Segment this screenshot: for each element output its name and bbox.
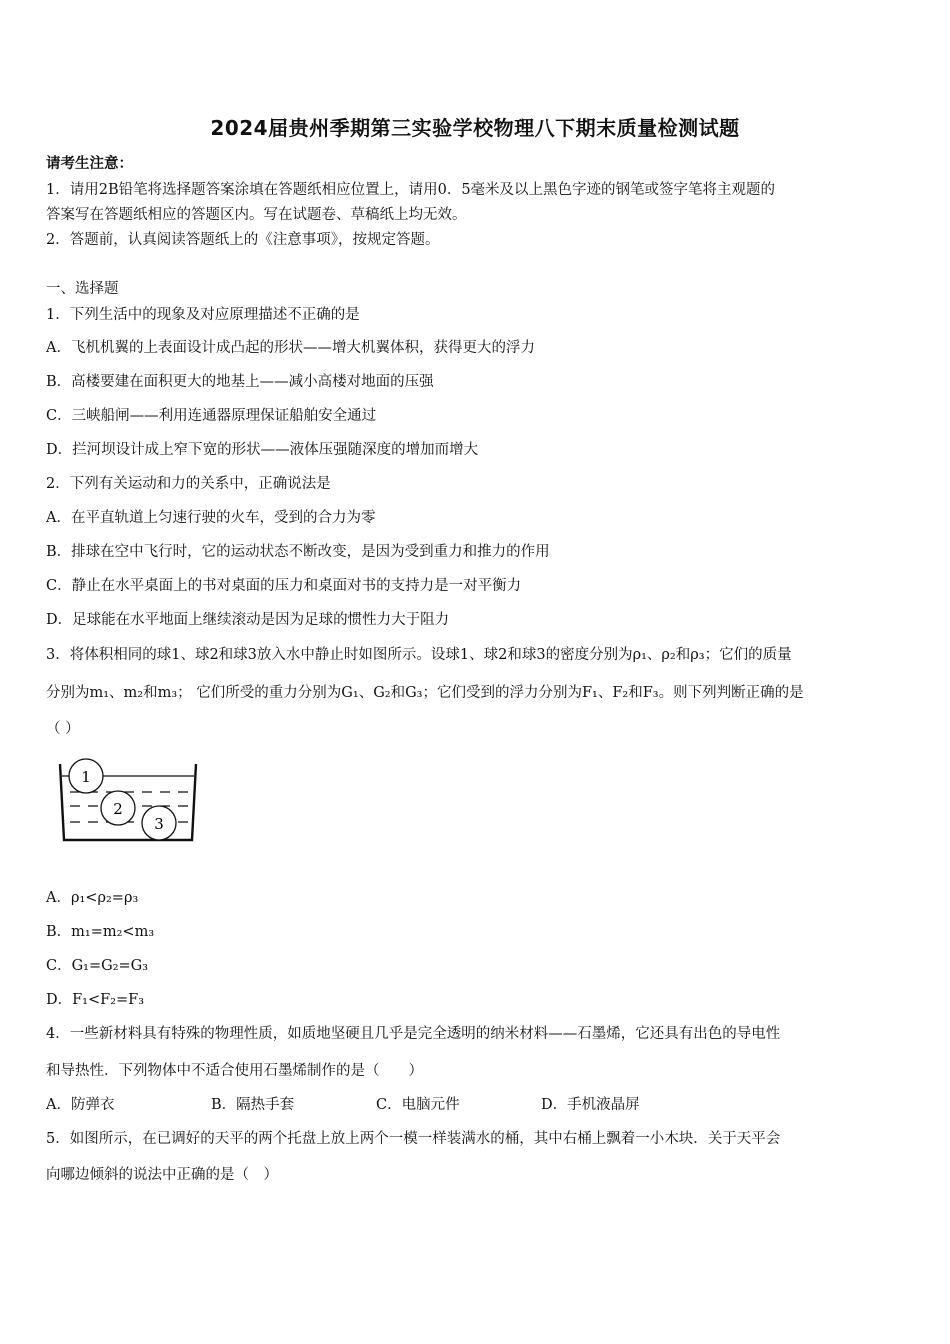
q1-stem: 1．下列生活中的现象及对应原理描述不正确的是 xyxy=(46,307,360,323)
q5-stem-line2: 向哪边倾斜的说法中正确的是（ ） xyxy=(46,1167,278,1183)
q3-option-a: A．ρ₁<ρ₂=ρ₃ xyxy=(46,890,139,906)
beaker-figure xyxy=(52,754,202,850)
ball-label: 1 xyxy=(81,768,91,786)
q4-option-b: B．隔热手套 xyxy=(211,1097,295,1113)
q4-stem-line2: 和导热性．下列物体中不适合使用石墨烯制作的是（ ） xyxy=(46,1063,423,1079)
page-title: 2024届贵州季期第三实验学校物理八下期末质量检测试题 xyxy=(210,116,740,140)
q4-option-c: C．电脑元件 xyxy=(376,1097,460,1113)
q3-option-d: D．F₁<F₂=F₃ xyxy=(46,992,145,1008)
q1-option-a: A．飞机机翼的上表面设计成凸起的形状——增大机翼体积，获得更大的浮力 xyxy=(46,340,535,356)
q3-stem-line1: 3．将体积相同的球1、球2和球3放入水中静止时如图所示。设球1、球2和球3的密度分别为ρ₁、ρ₂和ρ₃；它们的质量 xyxy=(46,647,792,663)
ball-label: 3 xyxy=(154,815,164,833)
q2-option-a: A．在平直轨道上匀速行驶的火车，受到的合力为零 xyxy=(46,510,376,526)
q2-option-c: C．静止在水平桌面上的书对桌面的压力和桌面对书的支持力是一对平衡力 xyxy=(46,578,522,594)
notice-heading: 请考生注意： xyxy=(46,155,133,172)
q2-option-b: B．排球在空中飞行时，它的运动状态不断改变，是因为受到重力和推力的作用 xyxy=(46,544,550,560)
q2-stem: 2．下列有关运动和力的关系中，正确说法是 xyxy=(46,476,331,492)
q5-stem-line1: 5．如图所示，在已调好的天平的两个托盘上放上两个一模一样装满水的桶，其中右桶上飘着一小木块．关于天平会 xyxy=(46,1131,781,1147)
q1-option-b: B．高楼要建在面积更大的地基上——减小高楼对地面的压强 xyxy=(46,374,434,390)
notice-item-1a: 1．请用2B铅笔将选择题答案涂填在答题纸相应位置上，请用0．5毫米及以上黑色字迹的钢笔或签字笔将主观题的 xyxy=(46,182,776,198)
q3-option-c: C．G₁=G₂=G₃ xyxy=(46,958,149,974)
q1-option-d: D．拦河坝设计成上窄下宽的形状——液体压强随深度的增加而增大 xyxy=(46,442,479,458)
q4-option-d: D．手机液晶屏 xyxy=(541,1097,640,1113)
q4-stem-line1: 4．一些新材料具有特殊的物理性质，如质地坚硬且几乎是完全透明的纳米材料——石墨烯，它还具有出色的导电性 xyxy=(46,1026,781,1042)
q4-option-a: A．防弹衣 xyxy=(46,1097,115,1113)
q4-options xyxy=(46,1093,706,1114)
q3-stem-line2: 分别为m₁、m₂和m₃； 它们所受的重力分别为G₁、G₂和G₃；它们受到的浮力分别为F₁、F₂和F₃。则下列判断正确的是 xyxy=(46,685,804,701)
notice-item-2: 2．答题前，认真阅读答题纸上的《注意事项》，按规定答题。 xyxy=(46,232,440,248)
ball-label: 2 xyxy=(113,800,123,818)
notice-item-1b: 答案写在答题纸相应的答题区内。写在试题卷、草稿纸上均无效。 xyxy=(46,207,467,223)
q1-option-c: C．三峡船闸——利用连通器原理保证船舶安全通过 xyxy=(46,408,377,424)
q2-option-d: D．足球能在水平地面上继续滚动是因为足球的惯性力大于阻力 xyxy=(46,612,450,628)
q3-stem-line3: （ ） xyxy=(46,721,80,737)
q3-option-b: B．m₁=m₂<m₃ xyxy=(46,924,155,940)
section-heading: 一、选择题 xyxy=(46,281,119,297)
